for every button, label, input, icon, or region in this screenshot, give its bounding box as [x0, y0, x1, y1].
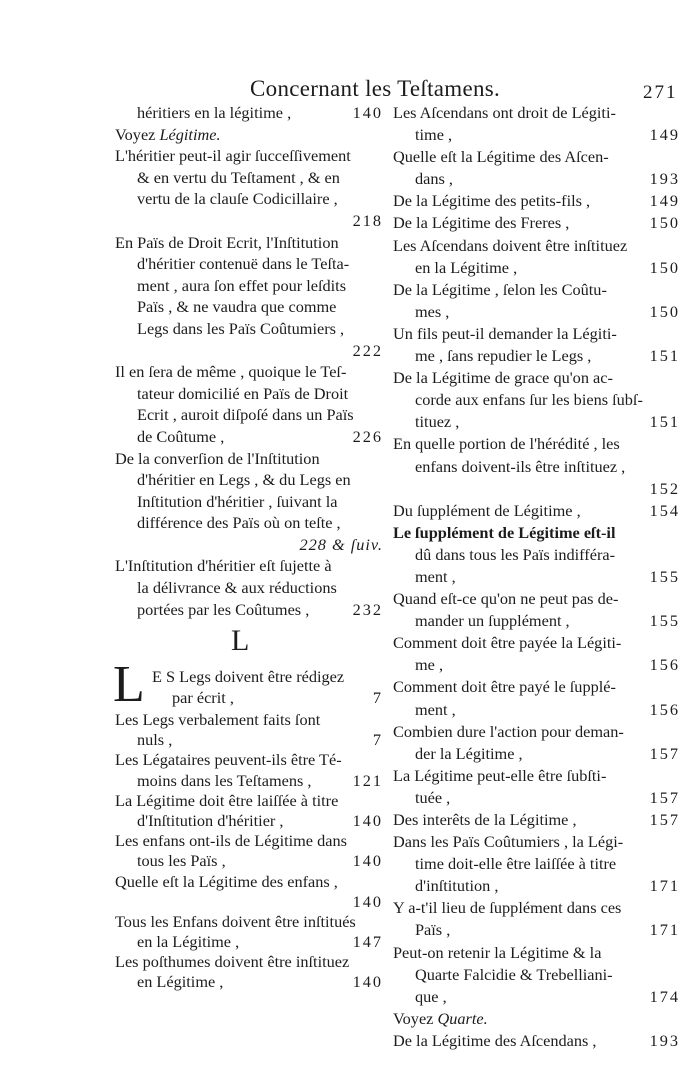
index-entry-line [152, 666, 383, 687]
index-entry-line [393, 124, 680, 146]
index-entry [393, 1008, 680, 1030]
entry-text: Du ſupplément de Légitime , [393, 500, 581, 520]
index-entry-line [393, 522, 680, 544]
index-entry-line [393, 279, 680, 301]
entry-text: Ecrit , auroit diſpoſé dans un Païs [137, 405, 354, 425]
entry-text: Quarte Falcidie & Trebelliani- [415, 964, 613, 984]
index-entry [115, 361, 383, 447]
index-entry-line [115, 952, 383, 972]
index-entry [393, 809, 680, 831]
entry-page-ref: 157 [649, 810, 680, 829]
entry-text: & en vertu du Teſtament , & en [137, 167, 340, 187]
index-entry-line [393, 566, 680, 588]
index-entry [115, 555, 383, 620]
entry-text: Un fils peut-il demander la Légiti- [393, 323, 617, 343]
cross-reference: Quarte. [437, 1008, 488, 1028]
index-entry [393, 632, 680, 676]
entry-page-ref: 151 [649, 412, 680, 432]
index-entry-line [393, 433, 680, 455]
right-column [393, 102, 680, 1052]
entry-text: Quelle eſt la Légitime des Aſcen- [393, 147, 609, 167]
entry-text: me , ſans repudier le Legs , [415, 346, 592, 366]
entry-text: portées par les Coûtumes , [137, 599, 310, 619]
index-entry-line [393, 919, 680, 941]
index-entry-line [393, 500, 680, 522]
index-entry-line [393, 478, 680, 500]
index-entry-line [393, 367, 680, 389]
entry-page-ref: 151 [649, 346, 680, 366]
index-entry-line [115, 383, 383, 405]
entry-page-ref: 149 [649, 125, 680, 145]
index-entry-line [393, 190, 680, 212]
entry-text: corde aux enfans ſur les biens ſubſ- [415, 390, 643, 410]
index-entry [115, 831, 383, 871]
index-entry-line [393, 235, 680, 257]
index-entry-line [393, 456, 680, 478]
drop-cap: L [113, 656, 145, 713]
index-entry [115, 448, 383, 556]
entry-text: Les Légataires peuvent-ils être Té- [115, 750, 342, 770]
index-entry-line [393, 212, 680, 234]
index-entry [393, 588, 680, 632]
entry-text: dû dans tous les Païs indifféra- [415, 544, 616, 564]
index-entry-line [393, 1008, 680, 1030]
index-entry-line [115, 232, 383, 254]
index-entry-line [393, 743, 680, 765]
entry-text: me , [415, 655, 444, 675]
entry-text: la délivrance & aux réductions [137, 578, 337, 598]
section-letter-heading: L [231, 624, 250, 657]
entry-page-ref: 157 [649, 787, 680, 807]
index-entry-line [393, 389, 680, 411]
index-entry-line [115, 512, 383, 534]
entry-text: de Coûtume , [137, 426, 225, 446]
index-entry [393, 102, 680, 146]
index-entry-line [393, 301, 680, 323]
entry-text: Des interêts de la Légitime , [393, 810, 577, 829]
entry-text: tituez , [415, 412, 460, 432]
entry-text: E S Legs doivent être rédigez [152, 667, 345, 686]
entry-text: ment , [415, 566, 456, 586]
entry-text: nuls , [137, 730, 173, 750]
index-entry [393, 942, 680, 1008]
index-entry-line [393, 544, 680, 566]
index-entry-line [115, 340, 383, 362]
index-entry [115, 872, 383, 912]
entry-text: L'Inſtitution d'héritier eſt ſujette à [115, 556, 332, 576]
entry-text: d'héritier en Legs , & du Legs en [137, 470, 351, 490]
entry-page-ref: 150 [649, 213, 680, 233]
index-entry-line [115, 124, 383, 146]
index-entry-line [393, 1030, 680, 1052]
index-entry-line [115, 577, 383, 599]
entry-text: De la Légitime des Freres , [393, 213, 570, 233]
entry-text: Les enfans ont-ils de Légitime dans [115, 831, 347, 851]
index-entry-line [393, 168, 680, 190]
entry-text: der la Légitime , [415, 743, 523, 763]
entry-page-ref: 228 & ſuiv. [299, 534, 383, 554]
index-entry-line [115, 872, 383, 892]
index-entry-line [115, 210, 383, 232]
index-entry-line [393, 897, 680, 919]
index-entry [393, 522, 680, 588]
entry-text: Legs dans les Païs Coûtumiers , [137, 318, 345, 338]
entry-text: tous les Païs , [137, 851, 226, 871]
entry-text: mander un ſupplément , [415, 611, 570, 631]
index-entry-line [115, 426, 383, 448]
entry-page-ref: 174 [649, 986, 680, 1006]
entry-text: tateur domicilié en Païs de Droit [137, 383, 349, 403]
entry-page-ref: 140 [352, 891, 383, 911]
index-entry-line [115, 296, 383, 318]
index-entry-line [115, 361, 383, 383]
entry-text: héritiers en la légitime , [137, 103, 292, 122]
index-entry [115, 145, 383, 231]
index-entry [393, 146, 680, 190]
entry-page-ref: 140 [352, 851, 383, 871]
index-entry-line [393, 875, 680, 897]
entry-page-ref: 171 [649, 876, 680, 896]
index-entry [393, 433, 680, 499]
index-entry [115, 750, 383, 790]
entry-text: La Légitime doit être laiſſée à titre [115, 790, 339, 810]
entry-page-ref: 232 [352, 599, 383, 619]
index-entry [393, 765, 680, 809]
entry-text: enfans doivent-ils être inſtituez , [415, 456, 626, 476]
index-entry-line [393, 146, 680, 168]
entry-text: time , [415, 125, 453, 145]
entry-page-ref: 149 [649, 191, 680, 211]
index-entry [393, 190, 680, 212]
index-entry-line [393, 610, 680, 632]
index-entry-line [172, 687, 383, 708]
index-entry-line [115, 448, 383, 470]
index-entry [393, 323, 680, 367]
index-entry-line [115, 791, 383, 811]
entry-text: tuée , [415, 787, 451, 807]
entry-text: Les Aſcendans ont droit de Légiti- [393, 103, 616, 122]
entry-text: Combien dure l'action pour deman- [393, 721, 624, 741]
running-head: Concernant les Teſtamens. [250, 76, 501, 101]
index-entry-line [115, 145, 383, 167]
entry-text: Comment doit être payée la Légiti- [393, 633, 622, 653]
index-entry-line [115, 932, 383, 952]
index-entry-line [115, 599, 383, 621]
index-entry-line [115, 730, 383, 750]
entry-text: Y a-t'il lieu de ſupplément dans ces [393, 898, 622, 918]
index-entry [393, 367, 680, 433]
index-entry-line [115, 710, 383, 730]
entry-text: La Légitime peut-elle être ſubſti- [393, 765, 607, 785]
index-entry-line [115, 555, 383, 577]
page-number: 271 [643, 82, 678, 103]
entry-page-ref: 171 [649, 920, 680, 940]
index-entry [393, 676, 680, 720]
entry-text: en Légitime , [137, 972, 224, 992]
index-entry [115, 124, 383, 146]
index-entry [393, 235, 680, 279]
index-entry [393, 212, 680, 234]
index-entry [115, 232, 383, 362]
index-entry-line [393, 632, 680, 654]
entry-page-ref: 226 [352, 426, 383, 446]
left-column-bottom [115, 710, 383, 993]
entry-page-ref: 155 [649, 611, 680, 631]
index-entry-line [393, 787, 680, 809]
index-entry-line [115, 771, 383, 791]
entry-page-ref: 150 [649, 301, 680, 321]
entry-text: De la Légitime des petits-fils , [393, 191, 591, 211]
entry-text: par écrit , [172, 688, 234, 707]
index-entry-line [115, 972, 383, 992]
index-entry-line [393, 323, 680, 345]
entry-page-ref: 154 [649, 500, 680, 520]
index-entry [393, 279, 680, 323]
entry-text: dans , [415, 169, 453, 189]
index-entry-line [115, 750, 383, 770]
entry-text: Tous les Enfans doivent être inſtitués [115, 911, 356, 931]
index-entry-line [393, 588, 680, 610]
index-entry-line [393, 699, 680, 721]
entry-page-ref: 7 [372, 688, 383, 707]
entry-text: Les Aſcendans doivent être inſtituez [393, 235, 628, 255]
entry-text: ment , [415, 699, 456, 719]
entry-text: time doit-elle être laiſſée à titre [415, 854, 617, 874]
index-entry-line [115, 469, 383, 491]
entry-text: De la converſion de l'Inſtitution [115, 448, 320, 468]
entry-text: d'inſtitution , [415, 876, 499, 896]
entry-text: Voyez Légitime. [115, 124, 221, 144]
entry-page-ref: 218 [352, 210, 383, 230]
index-entry-line [393, 257, 680, 279]
index-entry [115, 952, 383, 992]
index-entry [393, 500, 680, 522]
index-entry [115, 791, 383, 831]
entry-page-ref: 150 [649, 257, 680, 277]
entry-text: En quelle portion de l'hérédité , les [393, 434, 620, 454]
entry-text: d'héritier contenuë dans le Teſta- [137, 254, 350, 274]
index-entry-line [393, 654, 680, 676]
entry-text: en la Légitime , [415, 257, 518, 277]
entry-text: Le ſupplément de Légitime eſt-il [393, 522, 616, 542]
index-entry [393, 721, 680, 765]
entry-page-ref: 222 [352, 340, 383, 360]
entry-text: moins dans les Teſtamens , [137, 770, 312, 790]
entry-text: d'Inſtitution d'héritier , [137, 810, 284, 830]
entry-text: De la Légitime de grace qu'on ac- [393, 368, 613, 388]
entry-page-ref: 121 [352, 770, 383, 790]
entry-page-ref: 193 [649, 1030, 680, 1050]
index-entry-line [393, 721, 680, 743]
index-entry [115, 710, 383, 750]
index-entry [393, 1030, 680, 1052]
left-column-top [115, 102, 383, 620]
index-entry-line [393, 831, 680, 853]
entry-text: Les Legs verbalement faits ſont [115, 710, 321, 729]
index-entry-line [393, 964, 680, 986]
index-entry-line [115, 275, 383, 297]
entry-page-ref: 152 [649, 478, 680, 498]
entry-text: Peut-on retenir la Légitime & la [393, 942, 602, 962]
index-entry [393, 831, 680, 897]
index-entry-line [115, 318, 383, 340]
index-entry [115, 912, 383, 952]
index-entry-line [115, 404, 383, 426]
entry-text: vertu de la clauſe Codicillaire , [137, 189, 338, 209]
entry-text: Quand eſt-ce qu'on ne peut pas de- [393, 589, 619, 609]
index-entry-line [115, 167, 383, 189]
entry-page-ref: 155 [649, 566, 680, 586]
entry-page-ref: 7 [372, 730, 383, 750]
index-entry-line [115, 831, 383, 851]
entry-text: Païs , [415, 920, 451, 940]
entry-text: Voyez Quarte. [393, 1008, 488, 1028]
index-entry-line [115, 491, 383, 513]
entry-text: De la Légitime des Aſcendans , [393, 1030, 597, 1050]
entry-page-ref: 157 [649, 743, 680, 763]
index-entry-line [115, 253, 383, 275]
entry-page-ref: 156 [649, 699, 680, 719]
entry-text: L'héritier peut-il agir ſucceſſivement [115, 146, 351, 166]
index-entry-line [115, 912, 383, 932]
index-entry-line [393, 986, 680, 1008]
entry-text: Les poſthumes doivent être inſtituez [115, 952, 350, 972]
entry-text: Quelle eſt la Légitime des enfans , [115, 871, 338, 891]
entry-page-ref: 140 [352, 810, 383, 830]
index-entry-line [115, 102, 383, 124]
index-entry-line [393, 853, 680, 875]
entry-text: En Païs de Droit Ecrit, l'Inſtitution [115, 232, 339, 252]
index-entry-line [393, 411, 680, 433]
entry-text: que , [415, 986, 447, 1006]
entry-page-ref: 140 [352, 103, 383, 122]
index-entry [115, 102, 383, 124]
entry-text: Il en ſera de même , quoique le Teſ- [115, 362, 347, 382]
index-entry-line [393, 345, 680, 367]
index-entry-line [115, 851, 383, 871]
entry-text: De la Légitime , ſelon les Coûtu- [393, 279, 607, 299]
index-entry-line [393, 809, 680, 831]
entry-text: Païs , & ne vaudra que comme [137, 297, 337, 317]
index-entry-line [393, 942, 680, 964]
index-entry [393, 897, 680, 941]
index-entry-line [393, 102, 680, 124]
index-entry-line [115, 811, 383, 831]
entry-text: mes , [415, 301, 450, 321]
index-entry-line [393, 765, 680, 787]
index-entry-line [115, 534, 383, 556]
entry-text: en la Légitime , [137, 932, 240, 952]
entry-page-ref: 147 [352, 932, 383, 952]
entry-page-ref: 193 [649, 169, 680, 189]
entry-text: Dans les Païs Coûtumiers , la Légi- [393, 832, 624, 852]
cross-reference: Légitime. [159, 124, 221, 144]
entry-text: différence des Païs où on teſte , [137, 513, 341, 533]
entry-text: Comment doit être payé le ſupplé- [393, 677, 616, 697]
entry-page-ref: 156 [649, 655, 680, 675]
index-entry-line [393, 676, 680, 698]
entry-text: ment , aura ſon effet pour leſdits [137, 275, 347, 295]
index-entry-line [115, 188, 383, 210]
index-entry-line [115, 892, 383, 912]
entry-page-ref: 140 [352, 972, 383, 992]
entry-text: Inſtitution d'héritier , ſuivant la [137, 491, 338, 511]
